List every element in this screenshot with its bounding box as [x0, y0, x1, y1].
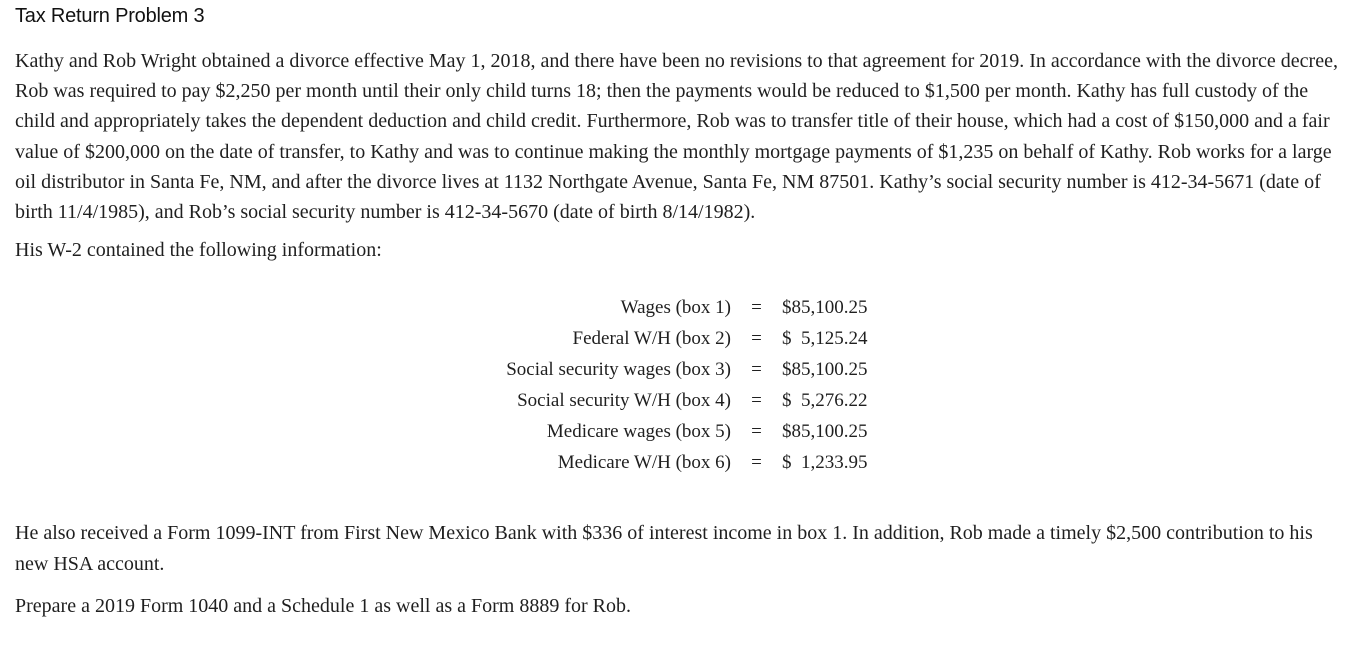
interest-paragraph: He also received a Form 1099-INT from First New Mexico Bank with $336 of interest income in box 1. In addition, Rob made a timely $2,500 contribution to his new HSA account.: [15, 522, 1313, 575]
w2-row-value: $85,100.25: [782, 358, 868, 380]
w2-row-label: Wages (box 1): [620, 296, 731, 318]
w2-row-label: Federal W/H (box 2): [572, 327, 731, 349]
w2-row-equals: =: [751, 327, 762, 349]
w2-row-label: Medicare wages (box 5): [546, 420, 731, 442]
w2-row-wages: [15, 292, 868, 323]
task-paragraph: Prepare a 2019 Form 1040 and a Schedule 1 as well as a Form 8889 for Rob.: [15, 594, 631, 617]
w2-row-equals: =: [751, 451, 762, 473]
w2-row-equals: =: [751, 358, 762, 380]
w2-row-federal-wh: [15, 323, 868, 354]
w2-row-equals: =: [751, 296, 762, 318]
problem-title: Tax Return Problem 3: [15, 5, 205, 27]
intro-paragraph: Kathy and Rob Wright obtained a divorce effective May 1, 2018, and there have been no revisions to that agreement for 2019. In accordance with the divorce decree, Rob was required to pay $2,250 per month until their only child turns 18; then the payments would be reduced to $1,500 per month. Kathy has full custody of the child and appropriately takes the dependent deduction and child credit. Furthermore, Rob was to transfer title of their house, which had a cost of $150,000 and a fair value of $200,000 on the date of transfer, to Kathy and was to continue making the monthly mortgage payments of $1,235 on behalf of Kathy. Rob works for a large oil distributor in Santa Fe, NM, and after the divorce lives at 1132 Northgate Avenue, Santa Fe, NM 87501. Kathy’s social security number is 412-34-5671 (date of birth 11/4/1985), and Rob’s social security number is 412-34-5670 (date of birth 8/14/1982).: [15, 50, 1338, 224]
w2-row-value: $ 5,276.22: [782, 389, 868, 411]
w2-table: [15, 292, 868, 478]
w2-row-value: $85,100.25: [782, 420, 868, 442]
w2-row-medicare-wh: [15, 447, 868, 478]
w2-row-value: $ 1,233.95: [782, 451, 868, 473]
w2-row-equals: =: [751, 389, 762, 411]
problem-document: [15, 0, 1340, 621]
w2-row-ss-wh: [15, 385, 868, 416]
w2-row-equals: =: [751, 420, 762, 442]
w2-row-value: $ 5,125.24: [782, 327, 868, 349]
w2-row-label: Social security wages (box 3): [506, 358, 731, 380]
w2-row-label: Medicare W/H (box 6): [557, 451, 731, 473]
w2-row-value: $85,100.25: [782, 296, 868, 318]
w2-row-medicare-wages: [15, 416, 868, 447]
w2-intro-paragraph: His W-2 contained the following information:: [15, 239, 382, 262]
w2-row-ss-wages: [15, 354, 868, 385]
w2-row-label: Social security W/H (box 4): [517, 389, 731, 411]
